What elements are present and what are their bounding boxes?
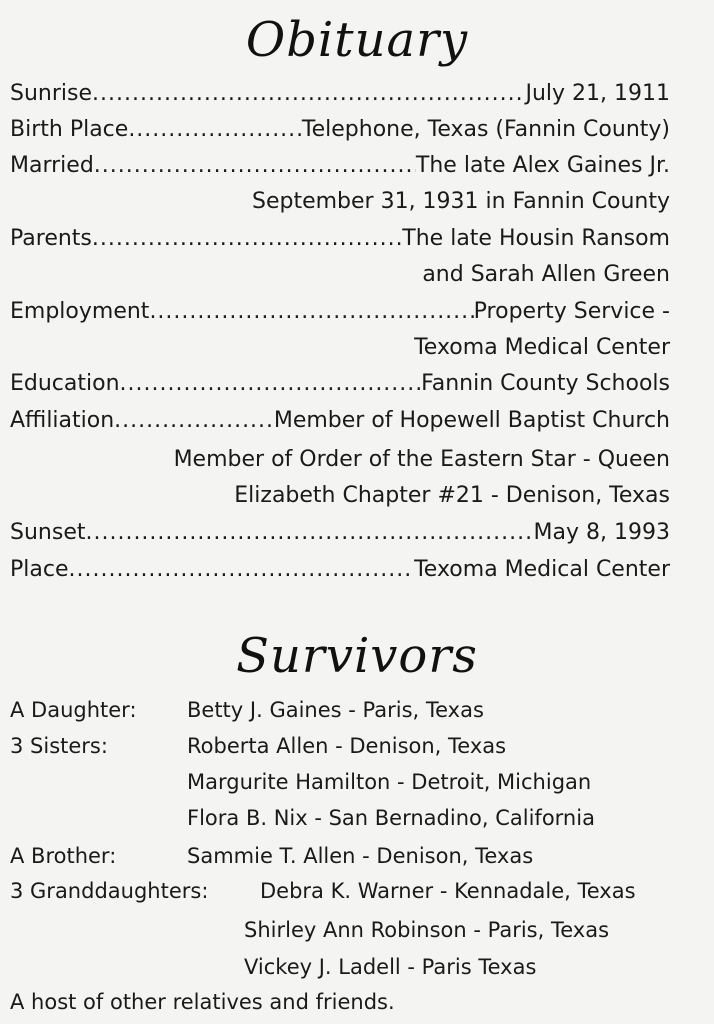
sunset-value: May 8, 1993 xyxy=(533,520,670,545)
birth-place-value: Telephone, Texas (Fannin County) xyxy=(301,117,670,142)
education-label: Education xyxy=(10,371,120,396)
affiliation-value: Member of Hopewell Baptist Church xyxy=(273,408,670,433)
parents-label: Parents xyxy=(10,226,92,251)
leader-dots xyxy=(85,516,533,550)
sister-name: Flora B. Nix - San Bernadino, California xyxy=(187,806,595,830)
leader-dots xyxy=(114,404,274,438)
sisters-label: 3 Sisters: xyxy=(10,734,108,758)
parents-row xyxy=(10,222,670,256)
employment-value: Property Service - xyxy=(473,299,670,324)
affiliation-continuation-1: Member of Order of the Eastern Star - Queen xyxy=(173,447,670,472)
affiliation-row xyxy=(10,404,670,438)
closing-line: A host of other relatives and friends. xyxy=(10,990,395,1014)
sister-name: Roberta Allen - Denison, Texas xyxy=(187,734,507,758)
leader-dots xyxy=(69,553,415,587)
granddaughter-name: Vickey J. Ladell - Paris Texas xyxy=(244,955,537,979)
sunrise-row xyxy=(10,77,670,111)
daughter-name: Betty J. Gaines - Paris, Texas xyxy=(187,698,484,722)
granddaughter-name: Shirley Ann Robinson - Paris, Texas xyxy=(244,918,610,942)
married-continuation: September 31, 1931 in Fannin County xyxy=(251,189,670,214)
married-row xyxy=(10,149,670,183)
sunset-row xyxy=(10,516,670,550)
affiliation-continuation-2: Elizabeth Chapter #21 - Denison, Texas xyxy=(234,483,670,508)
granddaughters-row xyxy=(10,874,670,908)
leader-dots xyxy=(92,222,402,256)
brother-label: A Brother: xyxy=(10,844,117,868)
granddaughter-name: Debra K. Warner - Kennadale, Texas xyxy=(260,879,636,903)
employment-continuation: Texoma Medical Center xyxy=(414,335,670,360)
place-row xyxy=(10,553,670,587)
married-label: Married xyxy=(10,153,94,178)
leader-dots xyxy=(149,295,473,329)
education-value: Fannin County Schools xyxy=(421,371,670,396)
granddaughters-label: 3 Granddaughters: xyxy=(10,879,209,903)
education-row xyxy=(10,367,670,401)
married-value: The late Alex Gaines Jr. xyxy=(415,153,670,178)
affiliation-label: Affiliation xyxy=(10,408,115,433)
leader-dots xyxy=(92,77,525,111)
parents-value: The late Housin Ransom xyxy=(402,226,670,251)
leader-dots xyxy=(94,149,416,183)
birth-place-row xyxy=(10,113,670,147)
parents-continuation: and Sarah Allen Green xyxy=(422,262,670,287)
place-value: Texoma Medical Center xyxy=(414,557,670,582)
birth-place-label: Birth Place xyxy=(10,117,129,142)
brother-name: Sammie T. Allen - Denison, Texas xyxy=(187,844,534,868)
place-label: Place xyxy=(10,557,69,582)
leader-dots xyxy=(120,367,422,401)
survivors-heading: Survivors xyxy=(236,628,478,684)
employment-row xyxy=(10,295,670,329)
employment-label: Employment xyxy=(10,299,150,324)
sister-name: Margurite Hamilton - Detroit, Michigan xyxy=(187,770,592,794)
sunrise-label: Sunrise xyxy=(10,81,93,106)
sunrise-value: July 21, 1911 xyxy=(525,81,670,106)
obituary-heading: Obituary xyxy=(245,12,469,68)
leader-dots xyxy=(128,113,302,147)
daughter-label: A Daughter: xyxy=(10,698,137,722)
sunset-label: Sunset xyxy=(10,520,86,545)
